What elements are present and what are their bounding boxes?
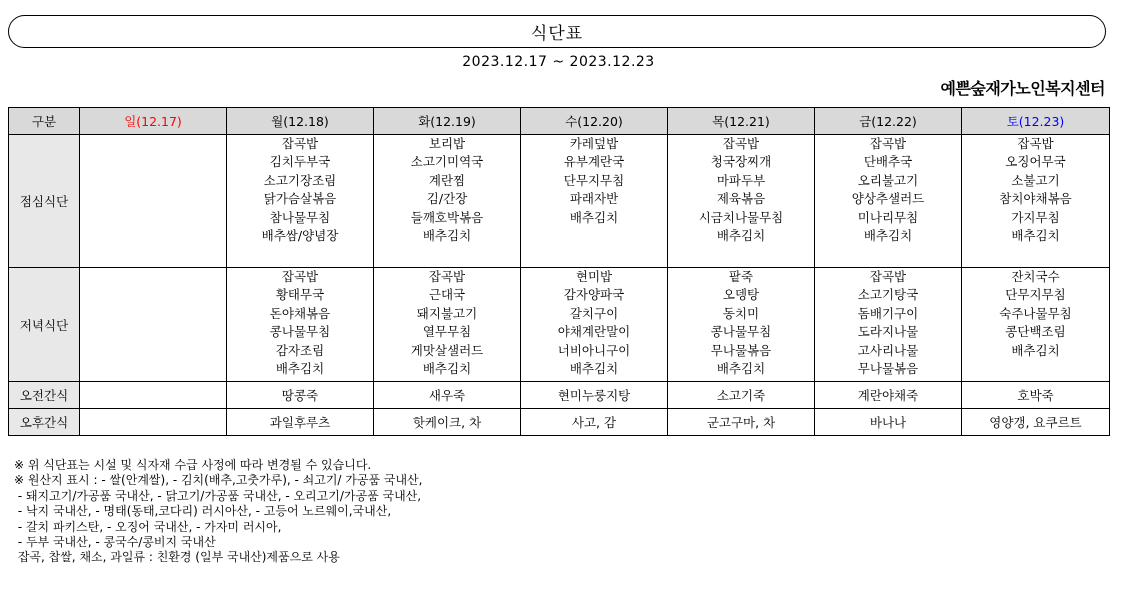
note-line: ※ 위 식단표는 시설 및 식자재 수급 사정에 따라 변경될 수 있습니다. bbox=[14, 458, 372, 472]
afternoon-snack-sat: 영양갱, 요쿠르트 bbox=[962, 409, 1110, 436]
row-label-lunch: 점심식단 bbox=[9, 135, 80, 268]
page-title-box bbox=[8, 15, 1106, 48]
table-row-morning-snack bbox=[9, 382, 1110, 409]
date-range: 2023.12.17 ~ 2023.12.23 bbox=[462, 54, 655, 70]
day-header-fri: 금(12.22) bbox=[815, 108, 962, 135]
day-header-sun: 일(12.17) bbox=[80, 108, 227, 135]
lunch-mon: 잡곡밥 김치두부국 소고기장조림 닭가슴살볶음 참나물무침 배추쌈/양념장 bbox=[227, 135, 374, 268]
note-line: - 돼지고기/가공품 국내산, - 닭고기/가공품 국내산, - 오리고기/가공품 국내산, bbox=[14, 488, 422, 503]
table-row-lunch bbox=[9, 135, 1110, 268]
afternoon-snack-tue: 핫케이크, 차 bbox=[374, 409, 521, 436]
lunch-sat: 잡곡밥 오징어무국 소불고기 참치야채볶음 가지무침 배추김치 bbox=[962, 135, 1110, 268]
row-label-afternoon-snack: 오후간식 bbox=[9, 409, 80, 436]
row-label-dinner: 저녁식단 bbox=[9, 268, 80, 382]
afternoon-snack-wed: 사고, 감 bbox=[521, 409, 668, 436]
morning-snack-wed: 현미누룽지탕 bbox=[521, 382, 668, 409]
table-row-dinner bbox=[9, 268, 1110, 382]
afternoon-snack-fri: 바나나 bbox=[815, 409, 962, 436]
morning-snack-sat: 호박죽 bbox=[962, 382, 1110, 409]
day-header-wed: 수(12.20) bbox=[521, 108, 668, 135]
note-line: - 갈치 파키스탄, - 오징어 국내산, - 가자미 러시아, bbox=[14, 519, 282, 534]
afternoon-snack-thu: 군고구마, 차 bbox=[668, 409, 815, 436]
lunch-wed: 카레덮밥 유부계란국 단무지무침 파래자반 배추김치 bbox=[521, 135, 668, 268]
center-name: 예쁜숲재가노인복지센터 bbox=[940, 79, 1105, 98]
morning-snack-sun bbox=[80, 382, 227, 409]
notes-section bbox=[14, 458, 422, 566]
page-title: 식단표 bbox=[530, 24, 584, 44]
dinner-thu: 팥죽 오뎅탕 동치미 콩나물무침 무나물볶음 배추김치 bbox=[668, 268, 815, 382]
morning-snack-fri: 계란야채죽 bbox=[815, 382, 962, 409]
day-header-sat: 토(12.23) bbox=[962, 108, 1110, 135]
note-line: ※ 원산지 표시 : - 쌀(안계쌀), - 김치(배추,고춧가루), - 쇠고기/ 가공품 국내산, bbox=[14, 473, 423, 488]
morning-snack-thu: 소고기죽 bbox=[668, 382, 815, 409]
corner-label: 구분 bbox=[9, 108, 80, 135]
table-row-afternoon-snack bbox=[9, 409, 1110, 436]
lunch-tue: 보리밥 소고기미역국 계란찜 김/간장 들깨호박볶음 배추김치 bbox=[374, 135, 521, 268]
afternoon-snack-sun bbox=[80, 409, 227, 436]
lunch-thu: 잡곡밥 청국장찌개 마파두부 제육볶음 시금치나물무침 배추김치 bbox=[668, 135, 815, 268]
dinner-sat: 잔치국수 단무지무침 숙주나물무침 콩단백조림 배추김치 bbox=[962, 268, 1110, 382]
row-label-morning-snack: 오전간식 bbox=[9, 382, 80, 409]
day-header-tue: 화(12.19) bbox=[374, 108, 521, 135]
morning-snack-mon: 땅콩죽 bbox=[227, 382, 374, 409]
note-line: - 낙지 국내산, - 명태(동태,코다리) 러시아산, - 고등어 노르웨이,국내산, bbox=[14, 504, 392, 519]
afternoon-snack-mon: 과일후루츠 bbox=[227, 409, 374, 436]
dinner-mon: 잡곡밥 황태무국 돈야채볶음 콩나물무침 감자조림 배추김치 bbox=[227, 268, 374, 382]
note-line: - 두부 국내산, - 콩국수/콩비지 국내산 bbox=[14, 535, 216, 550]
dinner-sun bbox=[80, 268, 227, 382]
dinner-wed: 현미밥 감자양파국 갈치구이 야채계란말이 너비아니구이 배추김치 bbox=[521, 268, 668, 382]
dinner-tue: 잡곡밥 근대국 돼지불고기 열무무침 게맛살샐러드 배추김치 bbox=[374, 268, 521, 382]
day-header-mon: 월(12.18) bbox=[227, 108, 374, 135]
lunch-fri: 잡곡밥 단배추국 오리불고기 양상추샐러드 미나리무침 배추김치 bbox=[815, 135, 962, 268]
morning-snack-tue: 새우죽 bbox=[374, 382, 521, 409]
meal-table bbox=[8, 107, 1110, 436]
day-header-thu: 목(12.21) bbox=[668, 108, 815, 135]
lunch-sun bbox=[80, 135, 227, 268]
note-line: 잡곡, 찹쌀, 채소, 과일류 : 친환경 (일부 국내산)제품으로 사용 bbox=[14, 550, 340, 565]
dinner-fri: 잡곡밥 소고기탕국 돔배기구이 도라지나물 고사리나물 무나물볶음 bbox=[815, 268, 962, 382]
table-header-row bbox=[9, 108, 1110, 135]
